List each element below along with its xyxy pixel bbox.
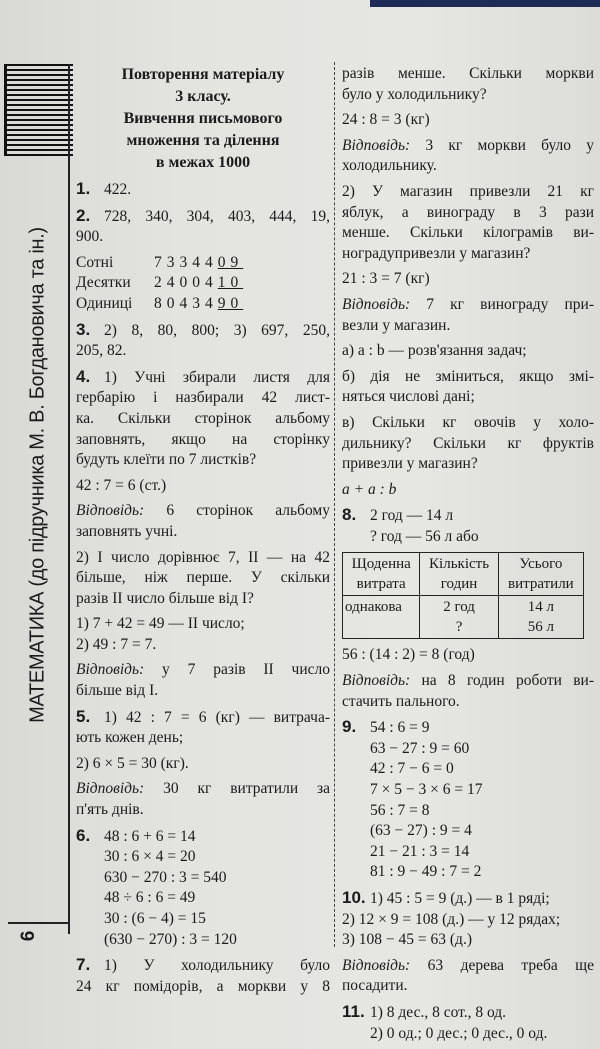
text-line: (63 − 27) : 9 = 4 [370, 822, 472, 840]
text-line: було у холодильнику? [342, 85, 487, 103]
text-line: б) дія не зміниться, якщо змі- [342, 367, 594, 385]
text-line: ноградупривезли у магазин? [342, 244, 531, 262]
text-line: 3. 2) 8, 80, 800; 3) 697, 250, [76, 319, 330, 339]
text-line: везли у магазин. [342, 316, 451, 334]
table-cell: 2 год ? [420, 596, 498, 639]
exercise-number: 11. [342, 1001, 365, 1021]
text-line: 9. 54 : 6 = 9 [342, 717, 430, 737]
text-line: Відповідь: 30 кг витратили за [76, 780, 330, 798]
column-divider [334, 62, 335, 947]
exercise-8 [342, 505, 594, 547]
text-line: 2) 49 : 7 = 7. [76, 635, 157, 653]
exercise-number: 1. [76, 179, 91, 198]
text-line: (630 − 270) : 3 = 120 [104, 930, 237, 948]
exercise-6 [76, 826, 330, 951]
exercise-5 [76, 707, 330, 749]
underlined-digits: 90 [217, 294, 244, 312]
exercise-number: 3. [76, 319, 91, 339]
text-line: 6. 48 : 6 + 6 = 14 [76, 825, 196, 845]
decorative-stripes [4, 64, 73, 156]
table-cell: однакова [343, 596, 420, 639]
exercise-2 [76, 206, 330, 248]
text-line: гербарію і назбирали 42 лист- [76, 389, 330, 407]
text-line: п'ять днів. [76, 801, 144, 819]
text-line: 8. 2 год — 14 л [342, 505, 454, 525]
text-line: 7. 1) У холодильнику було [76, 955, 330, 975]
text-line: няться числові дані; [342, 388, 475, 406]
block-eqp [342, 645, 594, 666]
place-value-digits: 80434 [154, 294, 218, 312]
block-text [342, 367, 594, 408]
text-line: дильнику? Скільки кг фруктів [342, 434, 594, 452]
block-eqp [342, 341, 594, 362]
block-eqp [342, 480, 594, 501]
text-line: 1. 422. [76, 179, 132, 198]
text-line: 48 ÷ 6 : 6 = 49 [104, 889, 196, 907]
text-line: стачить пального. [342, 692, 460, 710]
block-text [342, 64, 594, 105]
block-table [342, 552, 594, 639]
block-eqp [342, 110, 594, 131]
text-line: в) Скільки кг овочів у холо- [342, 413, 594, 431]
answer-label: Відповідь: [342, 295, 411, 313]
table-header-cell: Усього витратили [498, 553, 583, 596]
exercise-7 [76, 955, 330, 997]
table-header-row [343, 553, 584, 596]
place-value-label: Сотні [76, 253, 114, 271]
left-column [76, 64, 330, 1002]
text-line: 2) 12 × 9 = 108 (д.) — у 12 рядах; [342, 910, 561, 928]
block-text [342, 182, 594, 264]
text-line: 24 кг помідорів, а моркви у 8 [76, 977, 330, 995]
exercise-9 [342, 717, 594, 883]
text-line: менше. Скільки кілограмів ви- [342, 224, 594, 242]
text-line: разів менше. Скільки моркви [342, 65, 594, 82]
text-line: разів ІІ число більше від І? [76, 589, 254, 607]
text-line: Відповідь: 63 дерева треба ще [342, 956, 594, 974]
text-line: 2) 6 × 5 = 30 (кг). [76, 754, 189, 772]
text-line [342, 480, 594, 501]
exercise-number: 4. [76, 366, 91, 386]
section-title-line: 3 класу. [175, 88, 231, 105]
text-line: 2) У магазин привезли 21 кг [342, 182, 594, 200]
top-color-bar [370, 0, 600, 7]
text-line: холодильнику. [342, 157, 437, 175]
answer-label: Відповідь: [342, 136, 411, 154]
margin-rule [68, 64, 70, 934]
text-line: 81 : 9 − 49 : 7 = 2 [370, 863, 482, 881]
exercise-number: 8. [342, 505, 357, 525]
place-value-digits: 24004 [154, 274, 218, 292]
text-line: 10. 1) 45 : 5 = 9 (д.) — в 1 ряді; [342, 888, 550, 907]
block-text [76, 548, 330, 610]
text-line: 56 : 7 = 8 [370, 801, 430, 819]
page-number-rule [8, 922, 70, 924]
text-line: 63 − 27 : 9 = 60 [370, 739, 470, 757]
text-line: Відповідь: 6 сторінок альбому [76, 502, 330, 520]
answer-label: Відповідь: [342, 956, 411, 974]
block-text [342, 671, 594, 712]
text-line: 30 : 6 × 4 = 20 [104, 848, 196, 866]
text-line: Відповідь: на 8 годин роботи ви- [342, 672, 594, 690]
text-line: 21 − 21 : 3 = 14 [370, 842, 470, 860]
exercise-number: 9. [342, 717, 357, 737]
underlined-digits: 09 [217, 253, 244, 271]
text-line: Відповідь: у 7 разів ІІ число [76, 661, 330, 679]
text-line: 1) 7 + 42 = 49 — ІІ число; [76, 615, 245, 633]
text-line: ? год — 56 л або [370, 527, 479, 545]
expense-table [342, 552, 584, 639]
text-line: 3) 108 − 45 = 63 (д.) [342, 931, 472, 949]
exercise-number: 7. [76, 955, 91, 975]
text-line: 900. [76, 228, 104, 246]
exercise-1 [76, 179, 330, 201]
block-title [76, 64, 330, 174]
underlined-digits: 10 [217, 274, 244, 292]
exercise-number: 5. [76, 706, 91, 726]
exercise-number: 6. [76, 825, 91, 845]
text-line: 21 : 3 = 7 (кг) [342, 270, 430, 288]
table-header-cell: Щоденна витрата [343, 553, 420, 596]
text-line: 5. 1) 42 : 7 = 6 (кг) — витрача- [76, 706, 330, 726]
exercise-4 [76, 367, 330, 471]
text-line: 2) 0 од.; 0 дес.; 0 дес., 0 од. [370, 1024, 548, 1042]
block-text [76, 660, 330, 701]
block-text [76, 779, 330, 820]
answer-label: Відповідь: [342, 672, 411, 690]
section-title-line: Повторення матеріалу [121, 66, 285, 83]
text-line: 42 : 7 = 6 (ст.) [76, 476, 167, 494]
place-value-row [76, 273, 330, 294]
block-digits [76, 253, 330, 315]
table-cell: 14 л 56 л [498, 596, 583, 639]
page-number: 6 [18, 930, 39, 942]
table-header-cell: Кількість годин [420, 553, 498, 596]
block-eqp [76, 754, 330, 775]
text-line: 4. 1) Учні збирали листя для [76, 366, 330, 386]
place-value-label: Одиниці [76, 294, 133, 312]
text-line: Відповідь: 3 кг моркви було у [342, 136, 594, 154]
place-value-label: Десятки [76, 274, 131, 292]
exercise-number: 2. [76, 205, 91, 225]
block-text [342, 956, 594, 997]
text-line: посадити. [342, 977, 408, 995]
running-head: МАТЕМАТИКА (до підручника М. В. Богдановича та ін.) [26, 227, 49, 723]
text-line: ка. Скільки сторінок альбому [76, 409, 330, 427]
text-line: 7 × 5 − 3 × 6 = 17 [370, 781, 483, 799]
exercise-10 [342, 888, 594, 951]
text-line: більше, ніж перше. У скільки [76, 569, 330, 587]
exercise-3 [76, 320, 330, 362]
answer-label: Відповідь: [76, 780, 145, 798]
block-text [76, 501, 330, 542]
block-eqp [342, 269, 594, 290]
text-line: ють кожен день; [76, 729, 184, 747]
place-value-digits: 73344 [154, 253, 218, 271]
text-line: а) a : b — розв'язання задач; [342, 342, 527, 360]
block-eqp [76, 476, 330, 497]
block-text [342, 413, 594, 475]
text-line: будуть клеїти по 7 листків? [76, 451, 257, 469]
text-line: 11. 1) 8 дес., 8 сот., 8 од. [342, 1001, 507, 1021]
section-title-line: в межах 1000 [155, 154, 251, 171]
block-eqp [76, 614, 330, 655]
text-line: заповнять, якщо на сторінку [76, 430, 330, 448]
answer-label: Відповідь: [76, 502, 145, 520]
text-line: 30 : (6 − 4) = 15 [104, 910, 206, 927]
text-line: 205, 82. [76, 342, 127, 360]
text-line: 24 : 8 = 3 (кг) [342, 111, 430, 129]
answer-label: Відповідь: [76, 661, 145, 679]
place-value-row [76, 294, 330, 315]
text-line: заповнять учні. [76, 522, 178, 540]
section-title-line: Вивчення письмового [123, 110, 283, 127]
block-text [342, 136, 594, 177]
place-value-row [76, 253, 330, 274]
text-line: 2. 728, 340, 304, 403, 444, 19, [76, 205, 330, 225]
block-text [342, 295, 594, 336]
text-line: 2) І число дорівнює 7, ІІ — на 42 [76, 548, 330, 566]
text-line: привезли у магазин? [342, 455, 478, 473]
right-column [342, 64, 594, 1049]
text-line: Відповідь: 7 кг винограду при- [342, 295, 594, 313]
text-line: 56 : (14 : 2) = 8 (год) [342, 646, 475, 664]
text-line: 630 − 270 : 3 = 540 [104, 868, 227, 886]
section-title-line: множення та ділення [126, 132, 280, 149]
exercise-number: 10. [342, 888, 366, 907]
exercise-11 [342, 1002, 594, 1044]
answer-label: a + a : b [342, 480, 397, 498]
text-line: 42 : 7 − 6 = 0 [370, 760, 454, 778]
text-line: яблук, а винограду в 3 рази [342, 203, 594, 221]
text-line: більше від І. [76, 682, 159, 700]
table-row [343, 596, 584, 639]
